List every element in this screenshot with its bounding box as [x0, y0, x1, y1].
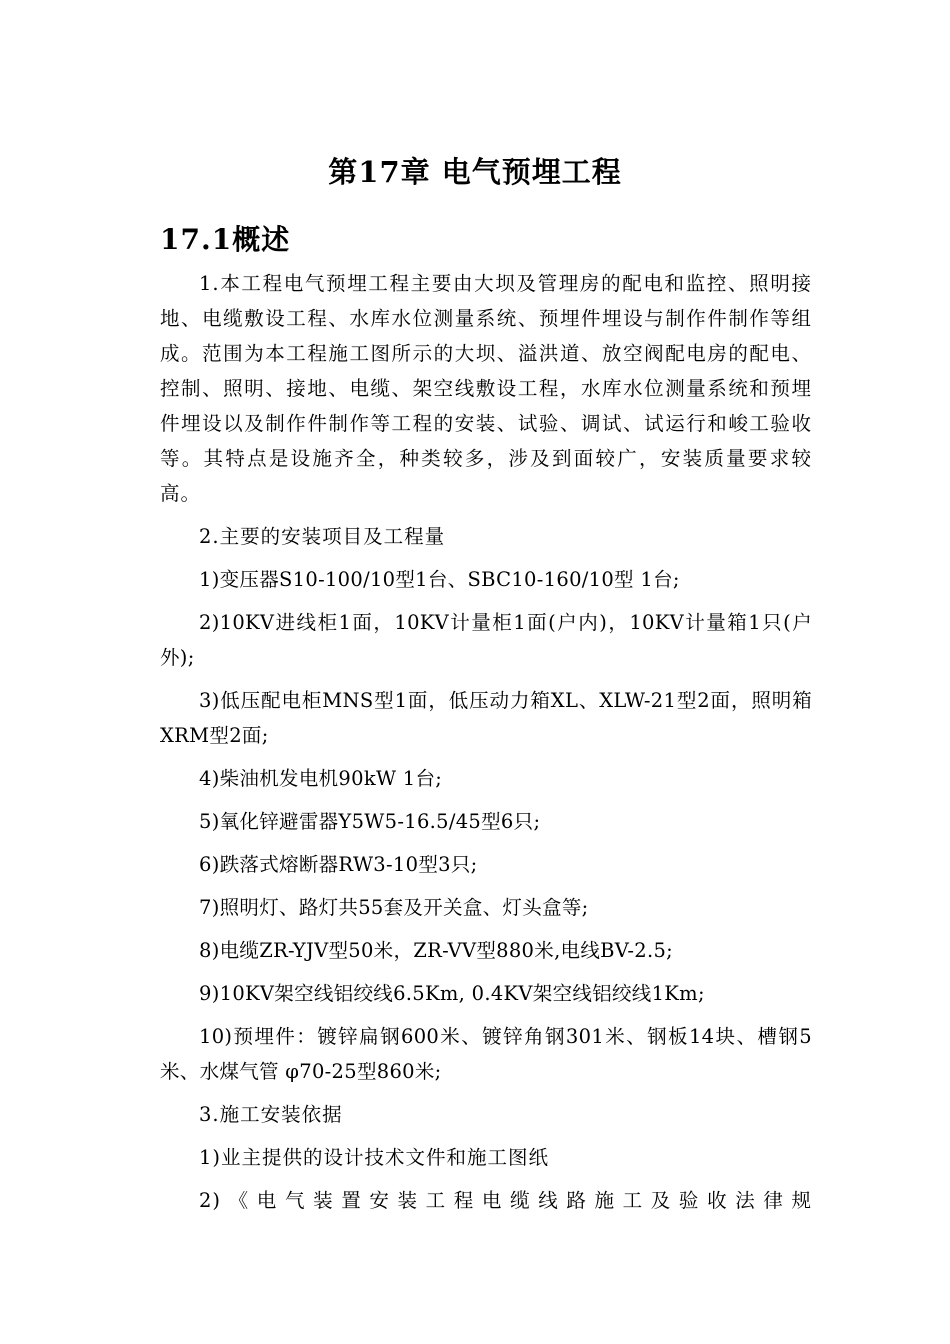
list-item: 10)预埋件：镀锌扁钢600米、镀锌角钢301米、钢板14块、槽钢5米、水煤气管 φ70-25型860米; — [160, 1025, 812, 1083]
list-item: 1)业主提供的设计技术文件和施工图纸 — [199, 1146, 550, 1169]
body-text — [160, 266, 812, 1218]
list-heading-basis: 3.施工安装依据 — [199, 1103, 343, 1126]
list-item: 6)跌落式熔断器RW3-10型3只; — [199, 853, 478, 876]
section-heading: 17.1概述 — [160, 223, 291, 256]
list-item: 4)柴油机发电机90kW 1台; — [199, 767, 443, 790]
list-item: 5)氧化锌避雷器Y5W5-16.5/45型6只; — [199, 810, 541, 833]
chapter-title: 第17章 电气预埋工程 — [328, 155, 622, 189]
list-item: 2)10KV进线柜1面，10KV计量柜1面(户内)，10KV计量箱1只(户外); — [160, 611, 812, 669]
list-item: 8)电缆ZR-YJV型50米，ZR-VV型880米,电线BV-2.5; — [199, 939, 674, 962]
list-item: 3)低压配电柜MNS型1面，低压动力箱XL、XLW-21型2面，照明箱XRM型2面; — [160, 689, 812, 747]
list-heading-install-items: 2.主要的安装项目及工程量 — [199, 525, 446, 548]
list-item: 2)《电气装置安装工程电缆线路施工及验收法律规 — [199, 1189, 812, 1212]
list-item: 1)变压器S10-100/10型1台、SBC10-160/10型 1台; — [199, 568, 680, 591]
list-item: 9)10KV架空线铝绞线6.5Km, 0.4KV架空线铝绞线1Km; — [199, 982, 705, 1005]
overview-paragraph: 1.本工程电气预埋工程主要由大坝及管理房的配电和监控、照明接地、电缆敷设工程、水库水位测量系统、预埋件埋设与制作件制作等组成。范围为本工程施工图所示的大坝、溢洪道、放空阀配电房的配电、控制、照明、接地、电缆、架空线敷设工程，水库水位测量系统和预埋件埋设以及制作件制作等工程的安装、试验、调试、试运行和峻工验收等。其特点是设施齐全，种类较多，涉及到面较广，安装质量要求较高。 — [160, 272, 812, 505]
list-item: 7)照明灯、路灯共55套及开关盒、灯头盒等; — [199, 896, 589, 919]
